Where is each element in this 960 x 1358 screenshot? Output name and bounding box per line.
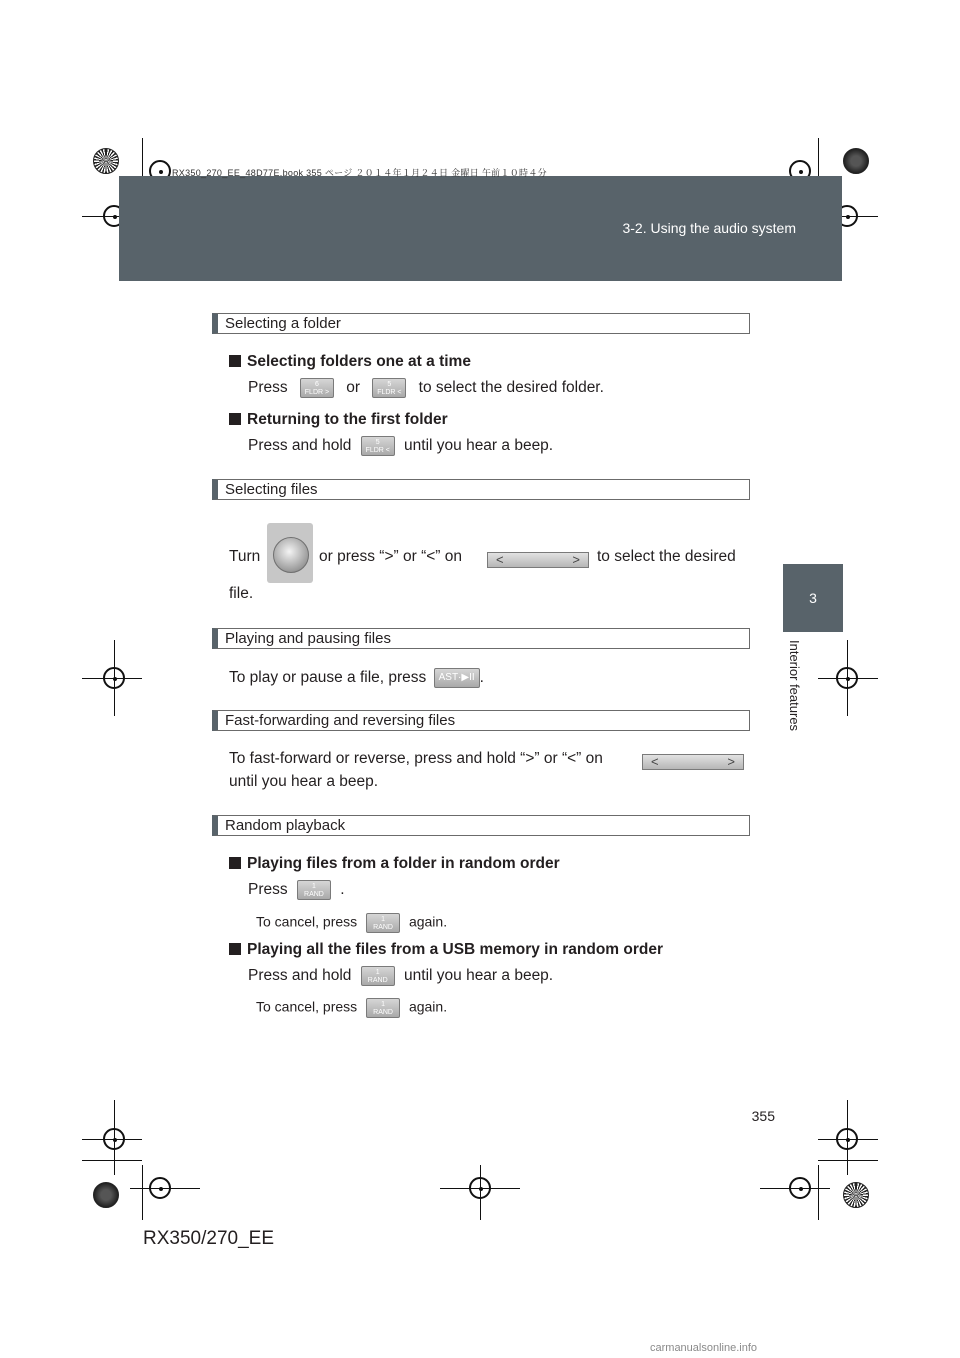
text-or: or (346, 379, 361, 397)
chapter-label (783, 640, 805, 750)
crop-line (818, 1139, 878, 1140)
text-rest: to select the desired (597, 548, 736, 565)
tune-knob-icon (267, 523, 313, 583)
seek-right-glyph: > (572, 552, 580, 567)
crop-line (847, 640, 848, 716)
rand-button (366, 998, 400, 1018)
button-label: RAND (367, 977, 388, 984)
note-line (256, 998, 447, 1018)
registration-wheel (843, 148, 869, 174)
header-band (119, 176, 842, 281)
button-number: 1 (381, 1001, 386, 1008)
crop-line (818, 1160, 878, 1161)
registration-wheel (843, 1182, 869, 1208)
text-press: Press (248, 379, 288, 397)
text-period: . (479, 669, 484, 687)
text-rest: until you hear a beep. (404, 967, 554, 985)
text-press-hold: Press and hold (248, 437, 352, 455)
text-press: Press (248, 881, 288, 899)
button-label: RAND (373, 924, 393, 931)
crop-line (114, 1100, 115, 1175)
note-line (256, 913, 447, 933)
crop-line (818, 678, 878, 679)
watermark: carmanualsonline.info (650, 1342, 758, 1354)
text-ff-rev: To fast-forward or reverse, press and hold “>” or “<” on (229, 750, 603, 767)
folder-up-button (300, 378, 334, 398)
text-turn: Turn (229, 548, 261, 565)
seek-left-glyph: < (651, 754, 659, 769)
button-number: 1 (381, 916, 386, 923)
crop-line (82, 1139, 142, 1140)
instruction-line (248, 436, 553, 456)
subheading-random-usb (229, 941, 663, 959)
crop-line (82, 1160, 142, 1161)
text-until-beep: until you hear a beep. (229, 773, 379, 790)
subheading-text: Playing all the files from a USB memory in random order (247, 941, 664, 958)
page-number: 355 (751, 1108, 775, 1124)
registration-wheel (93, 148, 119, 174)
text-cancel: To cancel, press (256, 913, 358, 930)
seek-button (487, 552, 589, 568)
text-file: file. (229, 585, 254, 602)
crop-line (818, 1165, 819, 1220)
button-number: 1 (311, 883, 316, 890)
print-info: RX350_270_EE_48D77E.book 355 ページ ２０１４年１月２４日 金曜日 午前１０時４分 (172, 168, 547, 178)
section-header-ff-rev: Fast-forwarding and reversing files (212, 710, 750, 731)
seek-left-glyph: < (496, 552, 504, 567)
text-press-hold: Press and hold (248, 967, 352, 985)
bullet-square (229, 413, 241, 425)
rand-button (361, 966, 395, 986)
button-label: RAND (373, 1009, 393, 1016)
button-number: 5 (387, 381, 392, 388)
subheading-text: Playing files from a folder in random order (247, 855, 560, 872)
subheading-random-folder (229, 855, 560, 873)
seek-button (642, 754, 744, 770)
crop-line (480, 1165, 481, 1220)
registration-wheel (93, 1182, 119, 1208)
chapter-tab: 3 (783, 564, 843, 632)
button-label: FLDR > (304, 389, 330, 396)
crop-line (818, 138, 819, 178)
button-label: FLDR < (377, 389, 402, 396)
instruction-line (248, 966, 553, 986)
text-rest: to select the desired folder. (418, 379, 604, 397)
subheading-folders-one-at-a-time (229, 353, 471, 371)
subheading-text: Selecting folders one at a time (247, 353, 471, 370)
crop-line (760, 1188, 830, 1189)
instruction-line (229, 668, 484, 688)
crop-line (114, 640, 115, 716)
bullet-square (229, 355, 241, 367)
text-again: again. (408, 913, 448, 930)
crop-line (142, 138, 143, 178)
crop-line (847, 1100, 848, 1175)
button-number: 6 (314, 381, 319, 388)
section-header-selecting-files: Selecting files (212, 479, 750, 500)
bullet-square (229, 857, 241, 869)
text-or-press: or press “>” or “<” on (319, 548, 462, 565)
text-play-pause: To play or pause a file, press (229, 669, 427, 687)
folder-down-button (372, 378, 406, 398)
rand-button (366, 913, 400, 933)
seek-right-glyph: > (727, 754, 735, 769)
section-header-selecting-folder: Selecting a folder (212, 313, 750, 334)
instruction-line (248, 880, 345, 900)
ast-play-pause-button: AST·▶II (434, 668, 480, 688)
section-header-playing-pausing: Playing and pausing files (212, 628, 750, 649)
folder-down-button (361, 436, 395, 456)
section-header-random-playback: Random playback (212, 815, 750, 836)
rand-button (297, 880, 331, 900)
crop-line (82, 678, 142, 679)
text-period: . (340, 881, 345, 899)
button-number: 5 (375, 439, 380, 446)
button-number: 1 (375, 969, 380, 976)
button-label: RAND (304, 891, 324, 898)
bullet-square (229, 943, 241, 955)
subheading-text: Returning to the first folder (247, 411, 448, 428)
text-cancel: To cancel, press (256, 998, 358, 1015)
instruction-line (248, 378, 604, 398)
footer-model: RX350/270_EE (143, 1228, 274, 1249)
subheading-first-folder (229, 411, 448, 429)
chapter-label-text: Interior features (787, 640, 802, 732)
text-again: again. (408, 998, 448, 1015)
button-label: FLDR < (365, 447, 390, 454)
crop-line (130, 1188, 200, 1189)
text-rest: until you hear a beep. (404, 437, 554, 455)
crop-line (142, 1165, 143, 1220)
section-title: 3-2. Using the audio system (622, 220, 796, 236)
